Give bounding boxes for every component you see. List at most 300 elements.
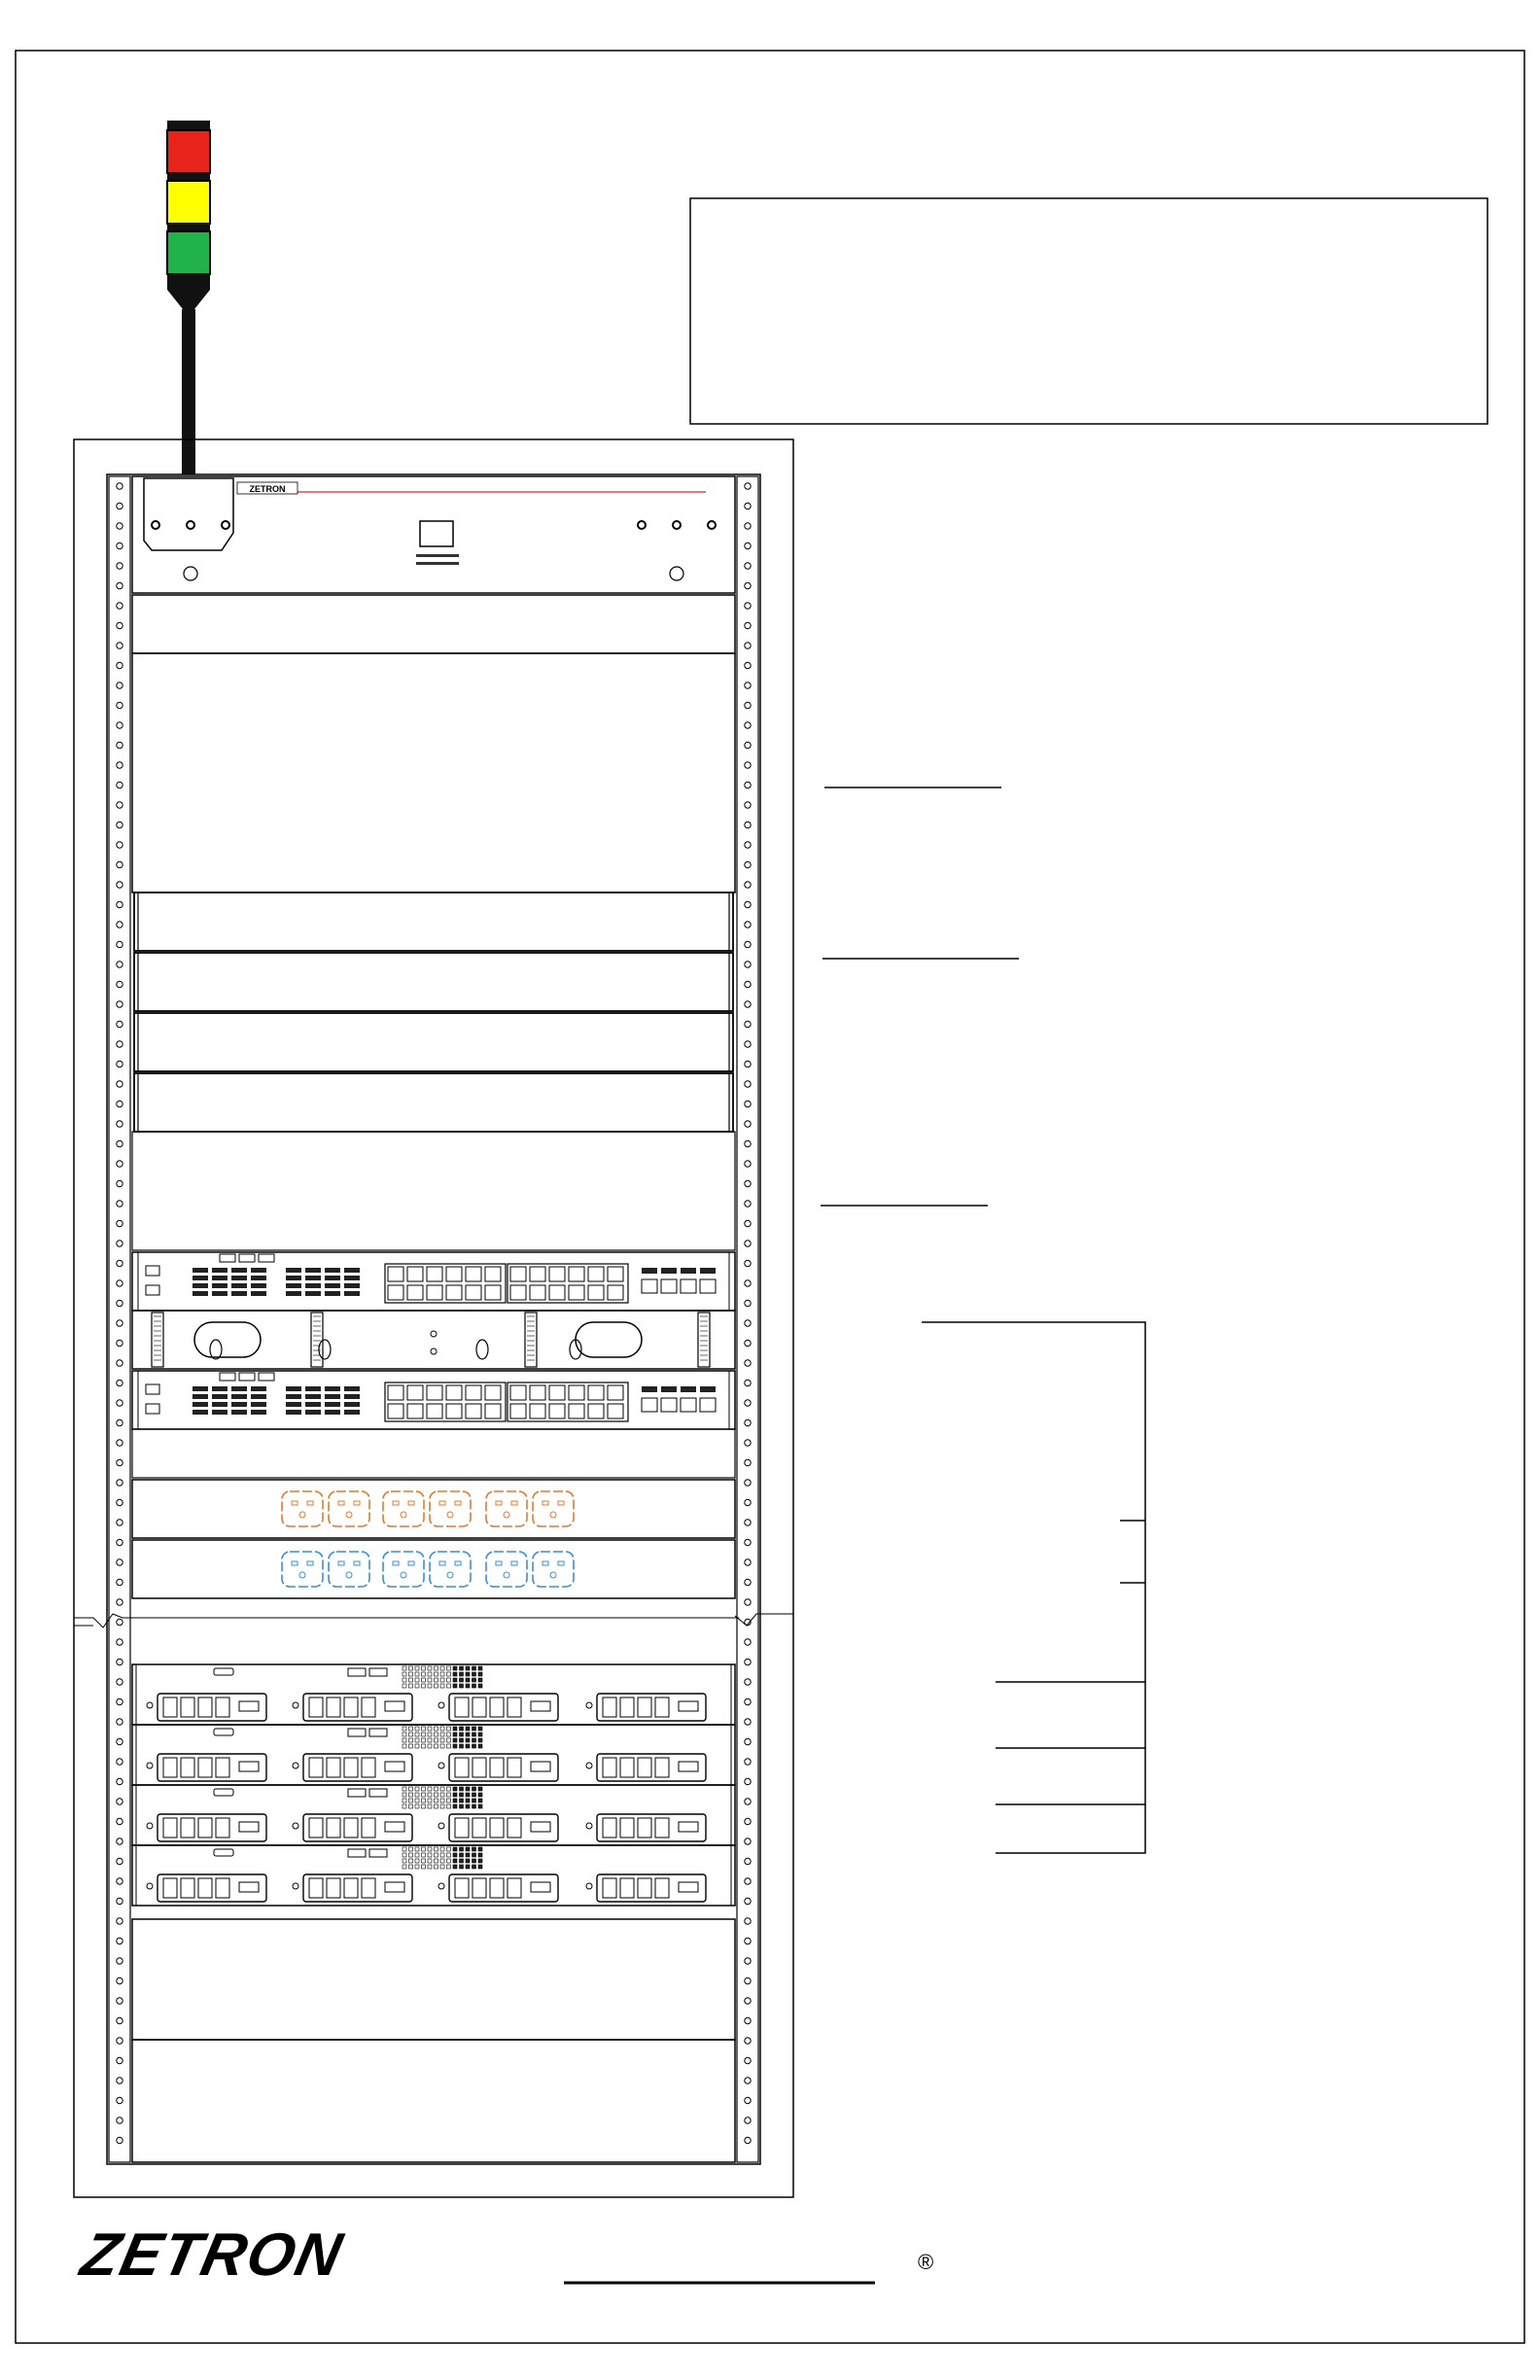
rail-hole [745,922,751,928]
drive-bay [438,1754,558,1781]
rail-hole [745,1639,751,1645]
rail-hole [117,682,122,688]
rail-hole [117,563,122,569]
console-port [146,1266,159,1276]
rail-hole [117,1340,122,1346]
rail-hole [745,1799,751,1804]
rail-hole [745,1778,751,1784]
rail-hole [117,1280,122,1286]
rail-hole [117,1380,122,1385]
rail-hole [745,1400,751,1406]
rail-hole [745,2078,751,2083]
rail-hole [745,1958,751,1964]
rail-hole [117,483,122,489]
rail-hole [117,1121,122,1127]
rail-hole [745,2038,751,2044]
ethernet-port [446,1404,462,1418]
ethernet-port [549,1285,565,1300]
rail-hole [745,842,751,848]
ethernet-port [388,1385,403,1400]
cable-grommet [576,1322,642,1357]
ethernet-port [569,1404,584,1418]
rail-hole [117,523,122,529]
vga-port [214,1668,233,1675]
rail-hole [117,2078,122,2083]
rail-hole [745,563,751,569]
blank-panel-lower [132,1429,735,1478]
rail-hole [745,1300,751,1306]
rail-hole [745,1320,751,1326]
drive-bay [293,1874,412,1902]
power-outlet [383,1552,424,1587]
rail-hole [117,722,122,728]
rail-hole [117,802,122,808]
rail-hole [117,1759,122,1765]
rail-hole [117,1838,122,1844]
rail-hole [117,2097,122,2103]
rail-hole [745,1201,751,1207]
ethernet-port [407,1385,423,1400]
rail-hole [117,1001,122,1007]
power-outlet [533,1552,574,1587]
rail-hole [117,922,122,928]
drive-bay [586,1814,706,1841]
rail-hole [117,1520,122,1525]
rail-hole [745,1220,751,1226]
rail-hole [745,1180,751,1186]
ethernet-port [466,1404,481,1418]
power-outlet [486,1552,527,1587]
indicator-led [673,521,681,529]
top-control-panel [132,476,735,593]
ethernet-port [510,1385,526,1400]
rail-hole [117,702,122,708]
cable-manager [132,1311,735,1369]
rail-hole [117,941,122,947]
uplink-port [642,1279,657,1293]
rail-hole [745,1539,751,1545]
rail-hole [117,842,122,848]
rail-hole [745,762,751,768]
rail-hole [745,1101,751,1106]
rail-hole [745,1858,751,1864]
rail-hole [745,1759,751,1765]
cable-finger [525,1312,537,1367]
rail-hole [117,1499,122,1505]
drive-bay [293,1814,412,1841]
rail-hole [745,1440,751,1446]
rail-hole [745,1659,751,1664]
rail-hole [745,901,751,907]
rail-hole [117,981,122,987]
rail-hole [117,1300,122,1306]
ethernet-port [510,1285,526,1300]
ethernet-port [549,1267,565,1281]
power-strips [132,1480,735,1598]
rail-hole [745,802,751,808]
drive-bay [293,1754,412,1781]
drive-bay [438,1814,558,1841]
rail-hole [117,622,122,628]
ethernet-port [530,1404,545,1418]
rail-hole [117,1419,122,1425]
power-strip-orange [132,1480,735,1538]
rail-hole [117,822,122,827]
rail-hole [117,1559,122,1565]
rail-hole [745,782,751,788]
rail-hole [745,483,751,489]
ethernet-port [608,1385,623,1400]
ethernet-port [466,1267,481,1281]
ethernet-port [530,1267,545,1281]
rail-hole [117,1021,122,1027]
rail-hole [745,1140,751,1146]
drawing-border [16,51,1524,2343]
bezel-panel [134,953,733,1011]
rail-hole [117,1738,122,1744]
rail-hole [745,822,751,827]
logo-registered-mark: ® [918,2250,934,2274]
uplink-port [681,1279,696,1293]
rail-hole [745,1280,751,1286]
rail-hole [745,1081,751,1087]
rail-hole [745,1719,751,1725]
power-strip-blue [132,1540,735,1598]
blank-panels [132,595,735,892]
rail-hole [117,1799,122,1804]
server-unit [132,1785,735,1845]
rail-right [737,476,758,2162]
rail-hole [745,1021,751,1027]
power-outlet [430,1491,471,1526]
ethernet-port [588,1385,604,1400]
rail-hole [745,962,751,967]
rail-hole [117,1619,122,1625]
rail-hole [117,1260,122,1266]
rail-hole [117,1440,122,1446]
drive-bay [293,1694,412,1721]
rail-hole [117,1639,122,1645]
network-switches [132,1252,735,1429]
rail-hole [117,1061,122,1067]
rail-hole [117,643,122,648]
rail-hole [117,503,122,508]
rail-hole [117,2137,122,2143]
ethernet-port [510,1404,526,1418]
rail-hole [745,1878,751,1884]
rail-hole [117,1698,122,1704]
rail-hole [117,1719,122,1725]
power-outlet [329,1552,369,1587]
rail-hole [117,1539,122,1545]
rail-hole [117,882,122,888]
ethernet-port [446,1385,462,1400]
rail-hole [117,1858,122,1864]
rail-hole [117,1180,122,1186]
ethernet-port [530,1385,545,1400]
rail-hole [117,1201,122,1207]
bottom-blank-panels [132,1919,735,2162]
server-unit [132,1845,735,1906]
rail-hole [117,861,122,867]
network-switch [132,1371,735,1429]
mount-slot [476,1340,488,1359]
console-port [146,1384,159,1394]
rail-hole [745,2057,751,2063]
uplink-port [661,1398,677,1412]
power-outlet [282,1552,323,1587]
rail-hole [117,2038,122,2044]
rail-hole [745,1818,751,1824]
zetron-logo [74,2222,934,2289]
rail-hole [745,682,751,688]
ethernet-port [569,1267,584,1281]
rail-hole [745,1001,751,1007]
rail-hole [745,503,751,508]
rail-hole [745,1978,751,1983]
drive-bay [586,1694,706,1721]
ethernet-port [466,1385,481,1400]
rail-hole [745,1938,751,1943]
rail-hole [745,1260,751,1266]
rail-hole [745,702,751,708]
drive-bay [586,1754,706,1781]
ethernet-port [427,1404,442,1418]
cable-finger [152,1312,163,1367]
ethernet-port [388,1404,403,1418]
drive-bay [147,1814,266,1841]
ethernet-port [407,1285,423,1300]
bezel-panel [134,892,733,951]
uplink-port [661,1279,677,1293]
power-outlet [533,1491,574,1526]
ethernet-port [530,1285,545,1300]
cabinet [74,439,793,2197]
rail-hole [117,762,122,768]
rail-hole [117,1360,122,1366]
callout-leaders [821,788,1145,1853]
ethernet-port [446,1267,462,1281]
rail-hole [117,582,122,588]
server-units [132,1664,735,1906]
rail-hole [745,1419,751,1425]
ethernet-port [510,1267,526,1281]
console-port [146,1285,159,1295]
rail-hole [745,1520,751,1525]
rail-hole [745,1698,751,1704]
ethernet-port [569,1385,584,1400]
rail-hole [117,1918,122,1924]
rail-hole [745,2118,751,2123]
rail-hole [117,1400,122,1406]
drive-bay [438,1694,558,1721]
drive-bay [147,1754,266,1781]
ethernet-port [466,1285,481,1300]
indicator-led [708,521,716,529]
rail-hole [117,1161,122,1167]
uplink-port [642,1398,657,1412]
stack-light-red [167,130,210,173]
rail-hole [117,1320,122,1326]
cable-finger [311,1312,323,1367]
drive-bay [147,1694,266,1721]
rail-hole [117,1878,122,1884]
ethernet-port [427,1267,442,1281]
panel-knob-left [184,567,197,580]
rail-hole [117,1459,122,1465]
rail-hole [117,1938,122,1943]
rail-hole [117,1958,122,1964]
rail-hole [117,1041,122,1047]
cable-finger [698,1312,710,1367]
rail-hole [117,1480,122,1486]
ethernet-port [485,1285,501,1300]
ethernet-port [549,1385,565,1400]
server-unit [132,1664,735,1725]
rail-hole [745,2017,751,2023]
uplink-port [700,1279,716,1293]
power-outlet [282,1491,323,1526]
ethernet-port [549,1404,565,1418]
bezel-panels [134,892,733,1132]
rail-hole [745,941,751,947]
rail-hole [117,1140,122,1146]
rail-hole [745,542,751,548]
rail-hole [117,1241,122,1246]
rack-rails [109,476,758,2162]
console-port [146,1404,159,1414]
rail-hole [117,1599,122,1605]
ethernet-port [485,1404,501,1418]
rail-hole [745,603,751,609]
rail-hole [745,1918,751,1924]
rail-hole [745,1679,751,1685]
ethernet-port [407,1404,423,1418]
rail-hole [745,1340,751,1346]
indicator-led [638,521,646,529]
ethernet-port [446,1285,462,1300]
indicator-led [187,521,194,529]
rail-hole [745,662,751,668]
rail-hole [117,2017,122,2023]
rail-hole [745,1579,751,1585]
drive-bay [586,1874,706,1902]
rail-hole [745,722,751,728]
rail-hole [745,1480,751,1486]
ethernet-port [485,1385,501,1400]
panel-display [420,521,453,546]
ethernet-port [427,1385,442,1400]
indicator-led [222,521,229,529]
rail-hole [745,1559,751,1565]
power-outlet [383,1491,424,1526]
ethernet-port [588,1404,604,1418]
rail-hole [745,1061,751,1067]
rail-hole [117,2057,122,2063]
rail-hole [117,1679,122,1685]
rack-frame [107,474,760,2164]
rail-hole [745,1838,751,1844]
ethernet-port [427,1285,442,1300]
indicator-led [152,521,159,529]
ethernet-port [388,1285,403,1300]
rail-hole [117,1659,122,1664]
power-outlet [486,1491,527,1526]
mount-slot [319,1340,331,1359]
rail-hole [745,882,751,888]
panel-badge: ZETRON [249,484,286,494]
rail-hole [745,1898,751,1904]
rail-hole [745,622,751,628]
rail-hole [745,1738,751,1744]
drive-bay [438,1874,558,1902]
mount-slot [210,1340,222,1359]
power-outlet [329,1491,369,1526]
rail-hole [117,782,122,788]
rail-hole [117,742,122,748]
ethernet-port [588,1267,604,1281]
rail-hole [745,2097,751,2103]
rail-hole [117,901,122,907]
rail-hole [117,1818,122,1824]
rail-hole [745,2137,751,2143]
drive-bay [147,1874,266,1902]
rail-hole [117,662,122,668]
ethernet-port [608,1267,623,1281]
top-indicators-right [638,521,716,529]
rail-hole [745,981,751,987]
panel-knob-right [670,567,683,580]
power-outlet [430,1552,471,1587]
rail-hole [117,603,122,609]
ethernet-port [569,1285,584,1300]
blank-panel-mid [132,1132,735,1250]
rail-hole [745,1599,751,1605]
bezel-panel [134,1013,733,1071]
rail-hole [745,1161,751,1167]
notes-box [690,198,1488,424]
rail-hole [117,1998,122,2004]
rail-hole [117,962,122,967]
rail-hole [745,643,751,648]
rail-hole [745,1241,751,1246]
rail-hole [745,523,751,529]
ethernet-port [407,1267,423,1281]
top-indicators-left [152,521,229,529]
ethernet-port [388,1267,403,1281]
ethernet-port [485,1267,501,1281]
rail-hole [117,1778,122,1784]
ethernet-port [608,1404,623,1418]
rail-left [109,476,130,2162]
stack-light [167,121,210,474]
rail-hole [117,1898,122,1904]
rail-hole [745,1459,751,1465]
rail-hole [117,1081,122,1087]
rail-hole [745,742,751,748]
rail-hole [745,861,751,867]
server-unit [132,1725,735,1785]
rail-hole [117,1579,122,1585]
network-switch [132,1252,735,1311]
rail-hole [117,2118,122,2123]
rail-hole [745,1499,751,1505]
stack-light-green [167,231,210,274]
ethernet-port [608,1285,623,1300]
uplink-port [681,1398,696,1412]
rail-hole [117,1220,122,1226]
rail-hole [117,542,122,548]
